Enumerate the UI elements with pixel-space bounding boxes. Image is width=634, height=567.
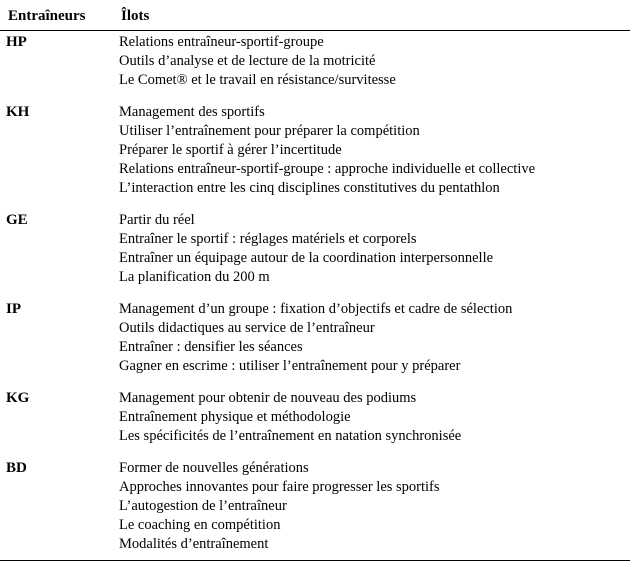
- trainer-code: BD: [6, 460, 27, 476]
- list-item: Entraînement physique et méthodologie: [119, 409, 351, 425]
- ilots-list: [119, 211, 630, 287]
- ilots-list: [119, 300, 630, 376]
- list-item: Management d’un groupe : fixation d’objectifs et cadre de sélection: [119, 301, 513, 317]
- trainer-code: KH: [6, 104, 30, 120]
- table-row: [0, 103, 630, 198]
- header-ilots: Îlots: [121, 8, 150, 24]
- table-row: [0, 33, 630, 90]
- list-item: Préparer le sportif à gérer l’incertitude: [119, 142, 342, 158]
- list-item: Modalités d’entraînement: [119, 536, 269, 552]
- ilots-list: [119, 33, 630, 90]
- list-item: Entraîner le sportif : réglages matériels et corporels: [119, 231, 417, 247]
- trainers-table: [2, 6, 632, 32]
- list-item: L’autogestion de l’entraîneur: [119, 498, 287, 514]
- header-divider: [0, 30, 630, 31]
- list-item: L’interaction entre les cinq disciplines constitutives du pentathlon: [119, 180, 500, 196]
- list-item: Outils d’analyse et de lecture de la motricité: [119, 53, 376, 69]
- header-trainers: Entraîneurs: [8, 8, 86, 24]
- ilots-list: [119, 459, 630, 554]
- table-bottom-rule: [0, 560, 630, 561]
- trainer-code: IP: [6, 301, 21, 317]
- list-item: Partir du réel: [119, 212, 195, 228]
- list-item: Les spécificités de l’entraînement en natation synchronisée: [119, 428, 462, 444]
- table-row: [0, 300, 630, 376]
- table-row: [0, 211, 630, 287]
- list-item: Outils didactiques au service de l’entraîneur: [119, 320, 375, 336]
- trainer-code: HP: [6, 34, 27, 50]
- table-header-row: [2, 6, 632, 32]
- list-item: Management des sportifs: [119, 104, 265, 120]
- list-item: Utiliser l’entraînement pour préparer la compétition: [119, 123, 420, 139]
- list-item: Entraîner un équipage autour de la coordination interpersonnelle: [119, 250, 494, 266]
- list-item: Entraîner : densifier les séances: [119, 339, 303, 355]
- list-item: Approches innovantes pour faire progresser les sportifs: [119, 479, 440, 495]
- list-item: Relations entraîneur-sportif-groupe: [119, 34, 324, 50]
- ilots-list: [119, 103, 630, 198]
- trainer-code: GE: [6, 212, 28, 228]
- list-item: Gagner en escrime : utiliser l’entraînement pour y préparer: [119, 358, 461, 374]
- list-item: Le Comet® et le travail en résistance/survitesse: [119, 72, 396, 88]
- list-item: La planification du 200 m: [119, 269, 270, 285]
- list-item: Former de nouvelles générations: [119, 460, 309, 476]
- list-item: Relations entraîneur-sportif-groupe : approche individuelle et collective: [119, 161, 536, 177]
- table-row: [0, 389, 630, 446]
- trainer-code: KG: [6, 390, 30, 406]
- table-body: [0, 33, 630, 567]
- list-item: Management pour obtenir de nouveau des podiums: [119, 390, 417, 406]
- ilots-list: [119, 389, 630, 446]
- list-item: Le coaching en compétition: [119, 517, 281, 533]
- table-row: [0, 459, 630, 554]
